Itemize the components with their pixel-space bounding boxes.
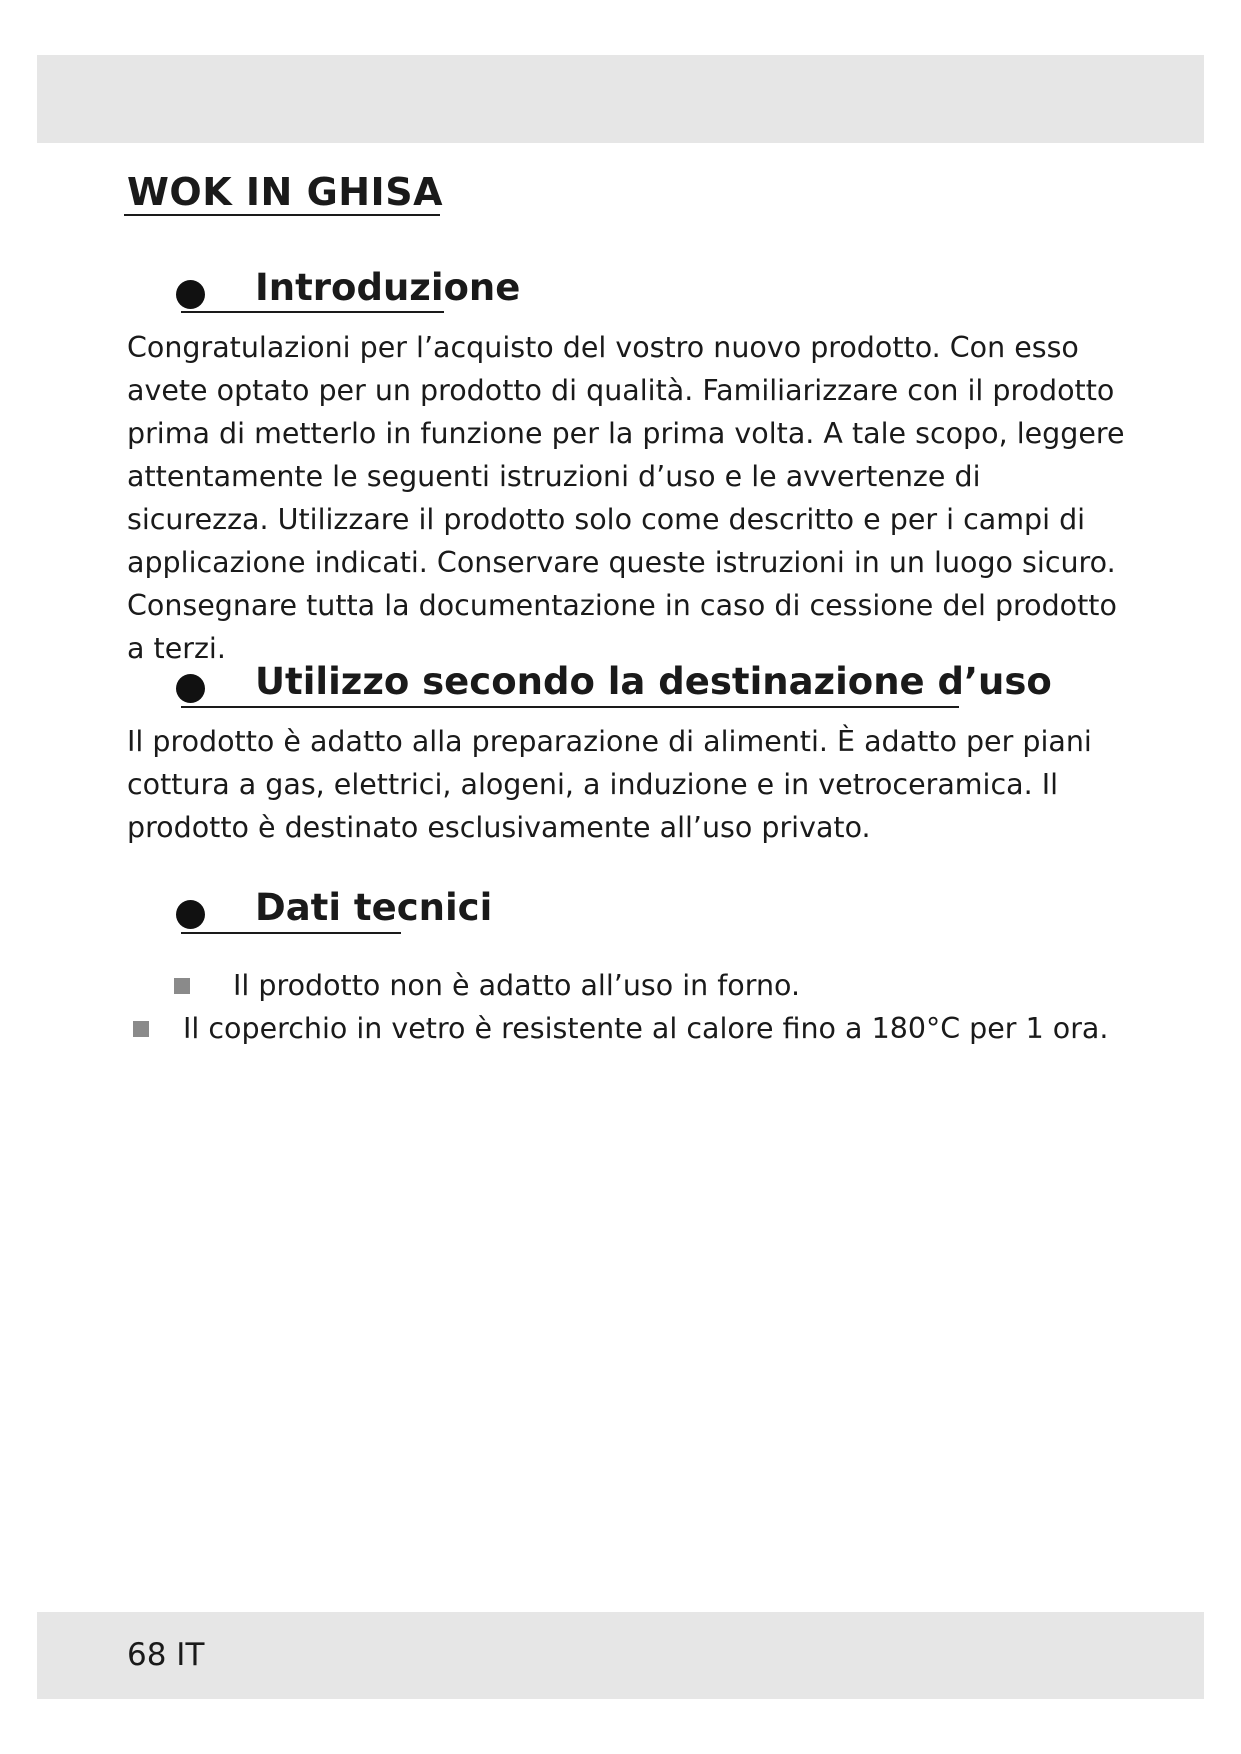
section-heading-label: Dati tecnici — [255, 886, 493, 929]
header-band — [37, 55, 1204, 143]
heading-underline — [181, 706, 959, 708]
heading-underline — [181, 311, 444, 313]
footer-band — [37, 1612, 1204, 1699]
square-bullet-icon — [174, 978, 190, 994]
list-item-text: Il prodotto non è adatto all’uso in forno. — [233, 969, 801, 1002]
round-bullet-icon — [176, 900, 205, 929]
section-heading-label: Introduzione — [255, 266, 521, 309]
round-bullet-icon — [176, 674, 205, 703]
document-title: WOK IN GHISA — [127, 170, 443, 214]
intro-paragraph: Congratulazioni per l’acquisto del vostro nuovo prodotto. Con esso avete optato per un prodotto di qualità. Familiarizzare con il prodotto prima di metterlo in funzione per la prima volta. A tale scopo, leggere attentamente le seguenti istruzioni d’uso e le avvertenze di sicurezza. Utilizzare il prodotto solo come descritto e per i campi di applicazione indicati. Conservare queste istruzioni in un luogo sicuro. Consegnare tutta la documentazione in caso di cessione del prodotto a terzi. — [127, 331, 1125, 665]
title-underline — [124, 214, 440, 216]
section-heading-label: Utilizzo secondo la destinazione d’uso — [255, 660, 1052, 703]
list-item-text: Il coperchio in vetro è resistente al calore fino a 180°C per 1 ora. — [183, 1012, 1109, 1045]
heading-underline — [181, 932, 401, 934]
round-bullet-icon — [176, 280, 205, 309]
usage-paragraph: Il prodotto è adatto alla preparazione di alimenti. È adatto per piani cottura a gas, elettrici, alogeni, a induzione e in vetroceramica. Il prodotto è destinato esclusivamente all’uso privato. — [127, 725, 1092, 844]
square-bullet-icon — [133, 1021, 149, 1037]
page-number: 68 IT — [127, 1637, 205, 1673]
